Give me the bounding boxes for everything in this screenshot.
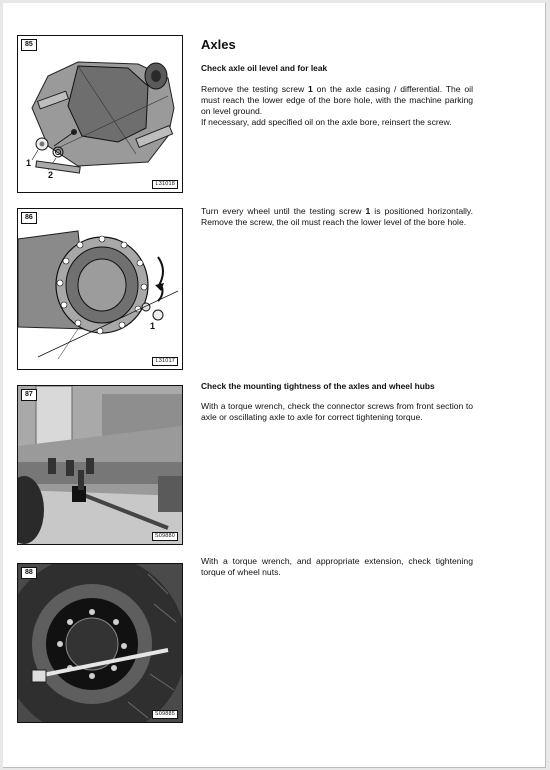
figure-code: S09885 (152, 710, 178, 719)
figure-code: L31017 (152, 357, 178, 366)
callout-2: 2 (48, 170, 54, 180)
axle-mounting-photo (18, 386, 182, 544)
paragraph-text: If necessary, add specified oil on the axle bore, reinsert the screw. (201, 117, 452, 127)
paragraph-text: on the axle casing / differential. The oil must reach the lower edge of the bore hole, with the machine parking on level ground. (201, 84, 473, 116)
paragraph-text: Turn every wheel until the testing screw (201, 206, 366, 216)
figure-number: 87 (21, 389, 37, 401)
section-paragraph (201, 556, 473, 578)
callout-reference: 1 (308, 84, 313, 94)
paragraph-text: Remove the testing screw (201, 84, 308, 94)
section-85-text (201, 63, 473, 128)
section-88-text (201, 556, 473, 578)
callout-1: 1 (150, 321, 156, 331)
figure-87-axle-mounting (17, 385, 183, 545)
figure-86-wheel-hub (17, 208, 183, 370)
section-paragraph (201, 401, 473, 423)
section-86-text (201, 206, 473, 228)
figure-88-wheel-nuts (17, 563, 183, 723)
axle-casing-illustration (18, 36, 182, 192)
callout-reference: 1 (365, 206, 371, 216)
callout-1: 1 (26, 158, 32, 168)
section-subtitle: Check axle oil level and for leak (201, 63, 328, 73)
section-subtitle: Check the mounting tightness of the axles and wheel hubs (201, 381, 435, 391)
manual-page (3, 3, 546, 768)
figure-number: 86 (21, 212, 37, 224)
figure-code: L31018 (152, 180, 178, 189)
figure-number: 88 (21, 567, 37, 579)
page-title: Axles (201, 37, 236, 52)
figure-number: 85 (21, 39, 37, 51)
section-87-text (201, 381, 473, 423)
wheel-hub-illustration (18, 209, 182, 369)
wheel-nuts-photo (18, 564, 182, 722)
section-paragraph (201, 84, 473, 117)
paragraph-text: With a torque wrench, and appropriate extension, check tightening torque of wheel nuts. (201, 556, 473, 577)
paragraph-text: is positioned horizontally. Remove the screw, the oil must reach the lower level of the bore hole. (201, 206, 473, 227)
section-paragraph (201, 117, 473, 128)
figure-85-axle-casing (17, 35, 183, 193)
figure-code: S09880 (152, 532, 178, 541)
paragraph-text: With a torque wrench, check the connector screws from front section to axle or oscillating axle to axle for correct tightening torque. (201, 401, 473, 422)
section-paragraph (201, 206, 473, 228)
